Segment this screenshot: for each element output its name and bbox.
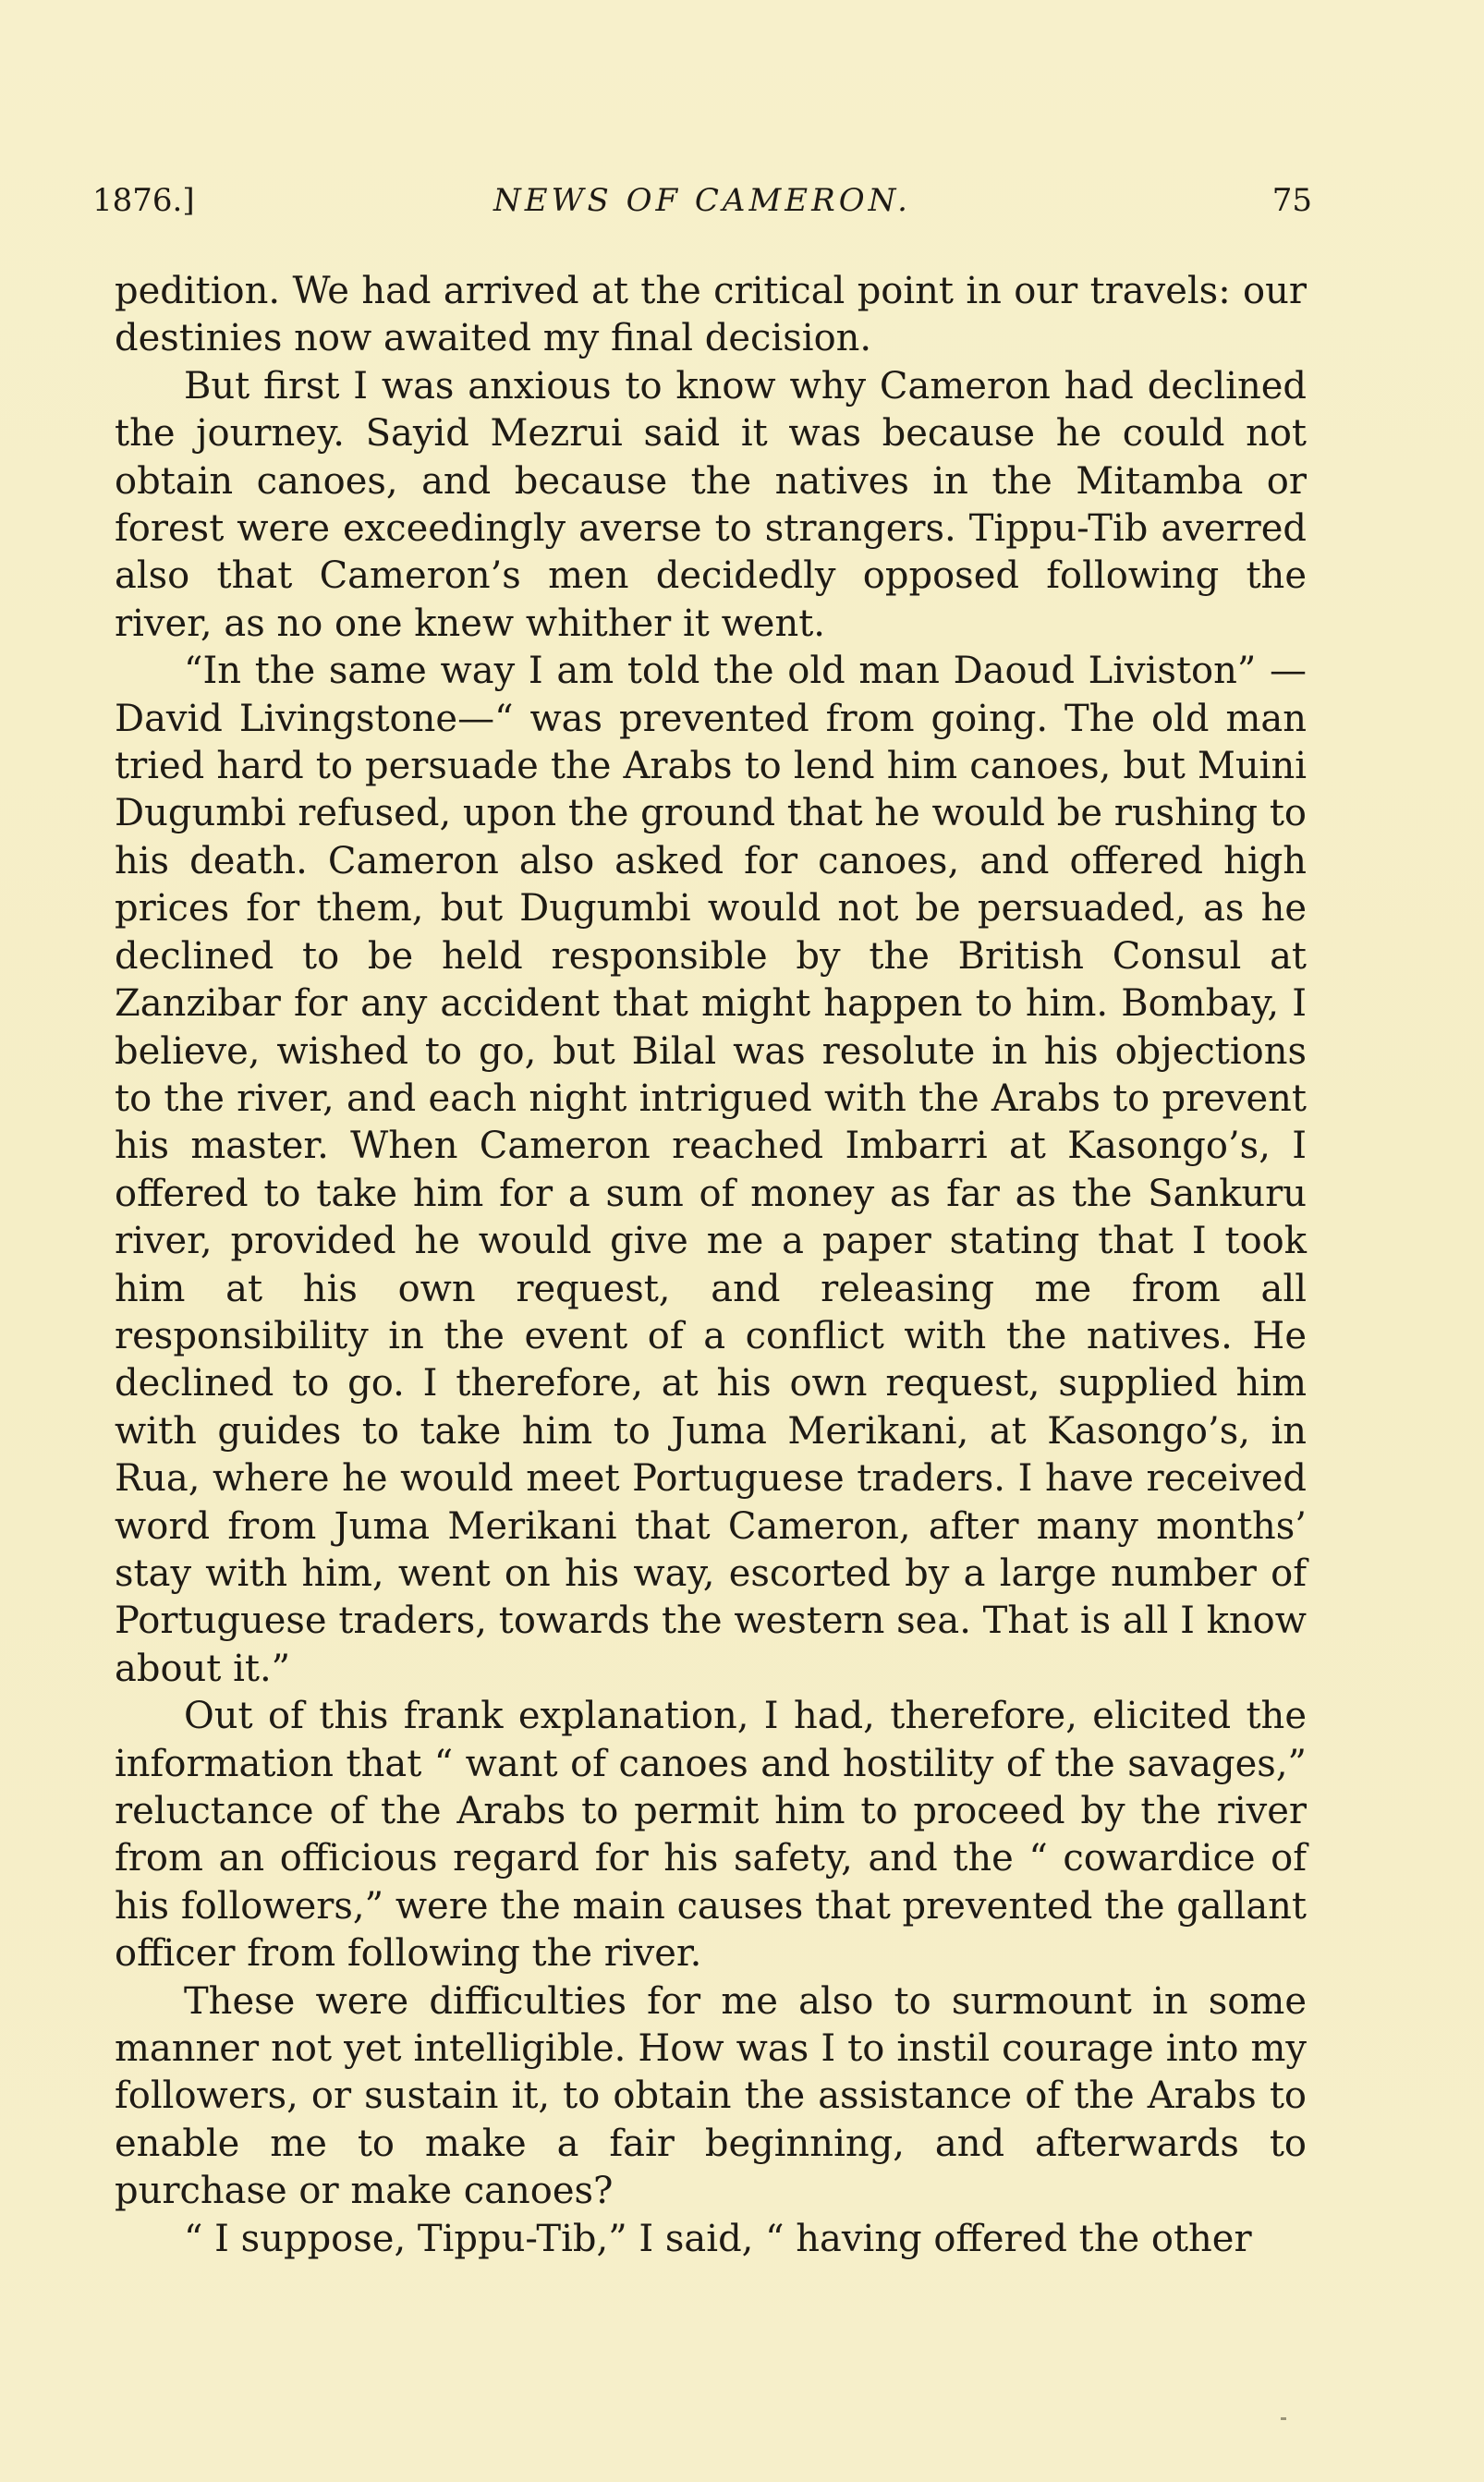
paragraph-continuation: pedition. We had arrived at the critical point in our travels: our destinies now awaited my final decision.	[115, 270, 1307, 360]
paragraph: Out of this frank explanation, I had, therefore, elicited the information that “ want of canoes and hostility of the savages,” reluctance of the Arabs to permit him to proceed by the river from an officious regard for his safety, and the “ cowardice of his followers,” were the main causes that prevented the gallant officer from following the river.	[115, 1695, 1307, 1976]
paragraph: “ I suppose, Tippu-Tib,” I said, “ having offered the other	[184, 2217, 1252, 2260]
running-head-title: NEWS OF CAMERON.	[493, 182, 911, 219]
body-text	[115, 268, 1307, 2263]
paragraph: These were difficulties for me also to surmount in some manner not yet intelligible. How was I to instil courage into my followers, or sustain it, to obtain the assistance of the Arabs to enable me to make a fair beginning, and afterwards to purchase or make canoes?	[115, 1979, 1307, 2213]
running-head-year: 1876.]	[92, 182, 195, 219]
running-head	[92, 177, 1312, 224]
paragraph: “In the same way I am told the old man Daoud Liviston” —David Livingstone—“ was prevented from going. The old man tried hard to persuade the Arabs to lend him canoes, but Muini Dugumbi refused, upon the ground that he would be rushing to his death. Cameron also asked for canoes, and offered high prices for them, but Dugumbi would not be persuaded, as he declined to be held responsible by the British Consul at Zanzibar for any accident that might happen to him. Bombay, I believe, wished to go, but Bilal was resolute in his objections to the river, and each night intrigued with the Arabs to prevent his master. When Cameron reached Imbarri at Kasongo’s, I offered to take him for a sum of money as far as the Sankuru river, provided he would give me a paper stating that I took him at his own request, and releasing me from all responsibility in the event of a conflict with the natives. He declined to go. I therefore, at his own request, supplied him with guides to take him to Juma Merikani, at Kasongo’s, in Rua, where he would meet Portuguese traders. I have received word from Juma Merikani that Cameron, after many months’ stay with him, went on his way, escorted by a large number of Portuguese traders, towards the western sea. That is all I know about it.”	[115, 650, 1307, 1690]
paper-speck	[1281, 2417, 1286, 2420]
paragraph: But first I was anxious to know why Cameron had declined the journey. Sayid Mezrui said it was because he could not obtain canoes, and because the natives in the Mitamba or forest were exceedingly averse to strangers. Tippu-Tib averred also that Cameron’s men decidedly opposed following the river, as no one knew whither it went.	[115, 364, 1307, 645]
page-number: 75	[1271, 182, 1312, 219]
